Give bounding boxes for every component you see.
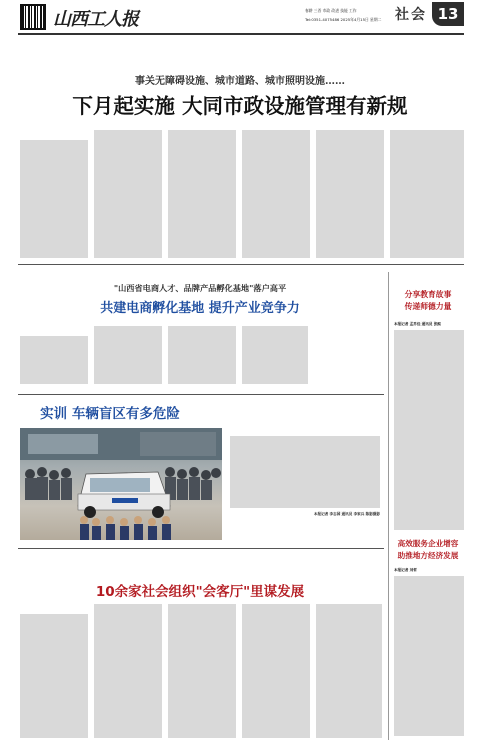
qr-code xyxy=(20,4,46,30)
lead-text-col-4 xyxy=(242,130,310,258)
community-text-col-4 xyxy=(242,604,310,738)
service-title-line2: 助推地方经济发展 xyxy=(397,551,459,560)
education-text xyxy=(394,330,464,530)
lead-title: 下月起实施 大同市政设施管理有新规 xyxy=(72,94,408,118)
page-number-badge: 13 xyxy=(432,2,464,26)
lead-text-col-5 xyxy=(316,130,384,258)
education-title-line1: 分享教育故事 xyxy=(404,290,452,299)
masthead-logo: 山西工人报 xyxy=(53,9,138,30)
drill-title: 实训 车辆盲区有多危险 xyxy=(40,406,180,422)
lead-kicker: 事关无障碍设施、城市道路、城市照明设施…… xyxy=(135,76,345,87)
education-byline: 本报记者 孟乔佳 通讯员 张熙 xyxy=(394,322,441,326)
ecommerce-text-col-3 xyxy=(168,326,236,384)
ecommerce-bottom-rule xyxy=(18,394,384,395)
header-info-line2: Tel:0351-4075486 2025年4月15日 星期二 xyxy=(305,17,382,22)
lead-text-col-2 xyxy=(94,130,162,258)
lead-text-col-3 xyxy=(168,130,236,258)
service-title-line1: 高效服务企业增容 xyxy=(397,539,459,548)
ecommerce-text-col-4 xyxy=(242,326,308,384)
section-name: 社会 xyxy=(395,7,427,23)
drill-photo xyxy=(20,428,222,540)
service-byline: 本报记者 刘哲 xyxy=(394,568,417,572)
header-info-line1: 春耕 三晋 市政 改进 技能 工作 xyxy=(305,8,357,13)
lead-text-col-1 xyxy=(20,140,88,258)
community-text-col-5 xyxy=(316,604,382,738)
ecommerce-text-col-2 xyxy=(94,326,162,384)
lead-bottom-rule xyxy=(18,264,464,265)
ecommerce-text-col-1 xyxy=(20,336,88,384)
right-column-divider xyxy=(388,272,389,740)
ecommerce-kicker: "山西省电商人才、品牌产品孵化基地"落户高平 xyxy=(113,283,287,293)
service-text xyxy=(394,576,464,736)
community-text-col-2 xyxy=(94,604,162,738)
community-title: 10余家社会组织"会客厅"里谋发展 xyxy=(95,584,305,600)
drill-photo-illustration xyxy=(20,428,222,540)
community-text-col-3 xyxy=(168,604,236,738)
drill-text xyxy=(230,436,380,508)
drill-photo-caption: 本报记者 李志国 通讯员 李家兵 陈影摄影 xyxy=(313,512,380,516)
lead-text-col-6 xyxy=(390,130,464,258)
masthead-rule xyxy=(18,33,464,35)
education-title-line2: 传递师德力量 xyxy=(404,302,452,311)
ecommerce-title: 共建电商孵化基地 提升产业竞争力 xyxy=(100,301,300,316)
drill-bottom-rule xyxy=(18,548,384,549)
community-text-col-1 xyxy=(20,614,88,738)
